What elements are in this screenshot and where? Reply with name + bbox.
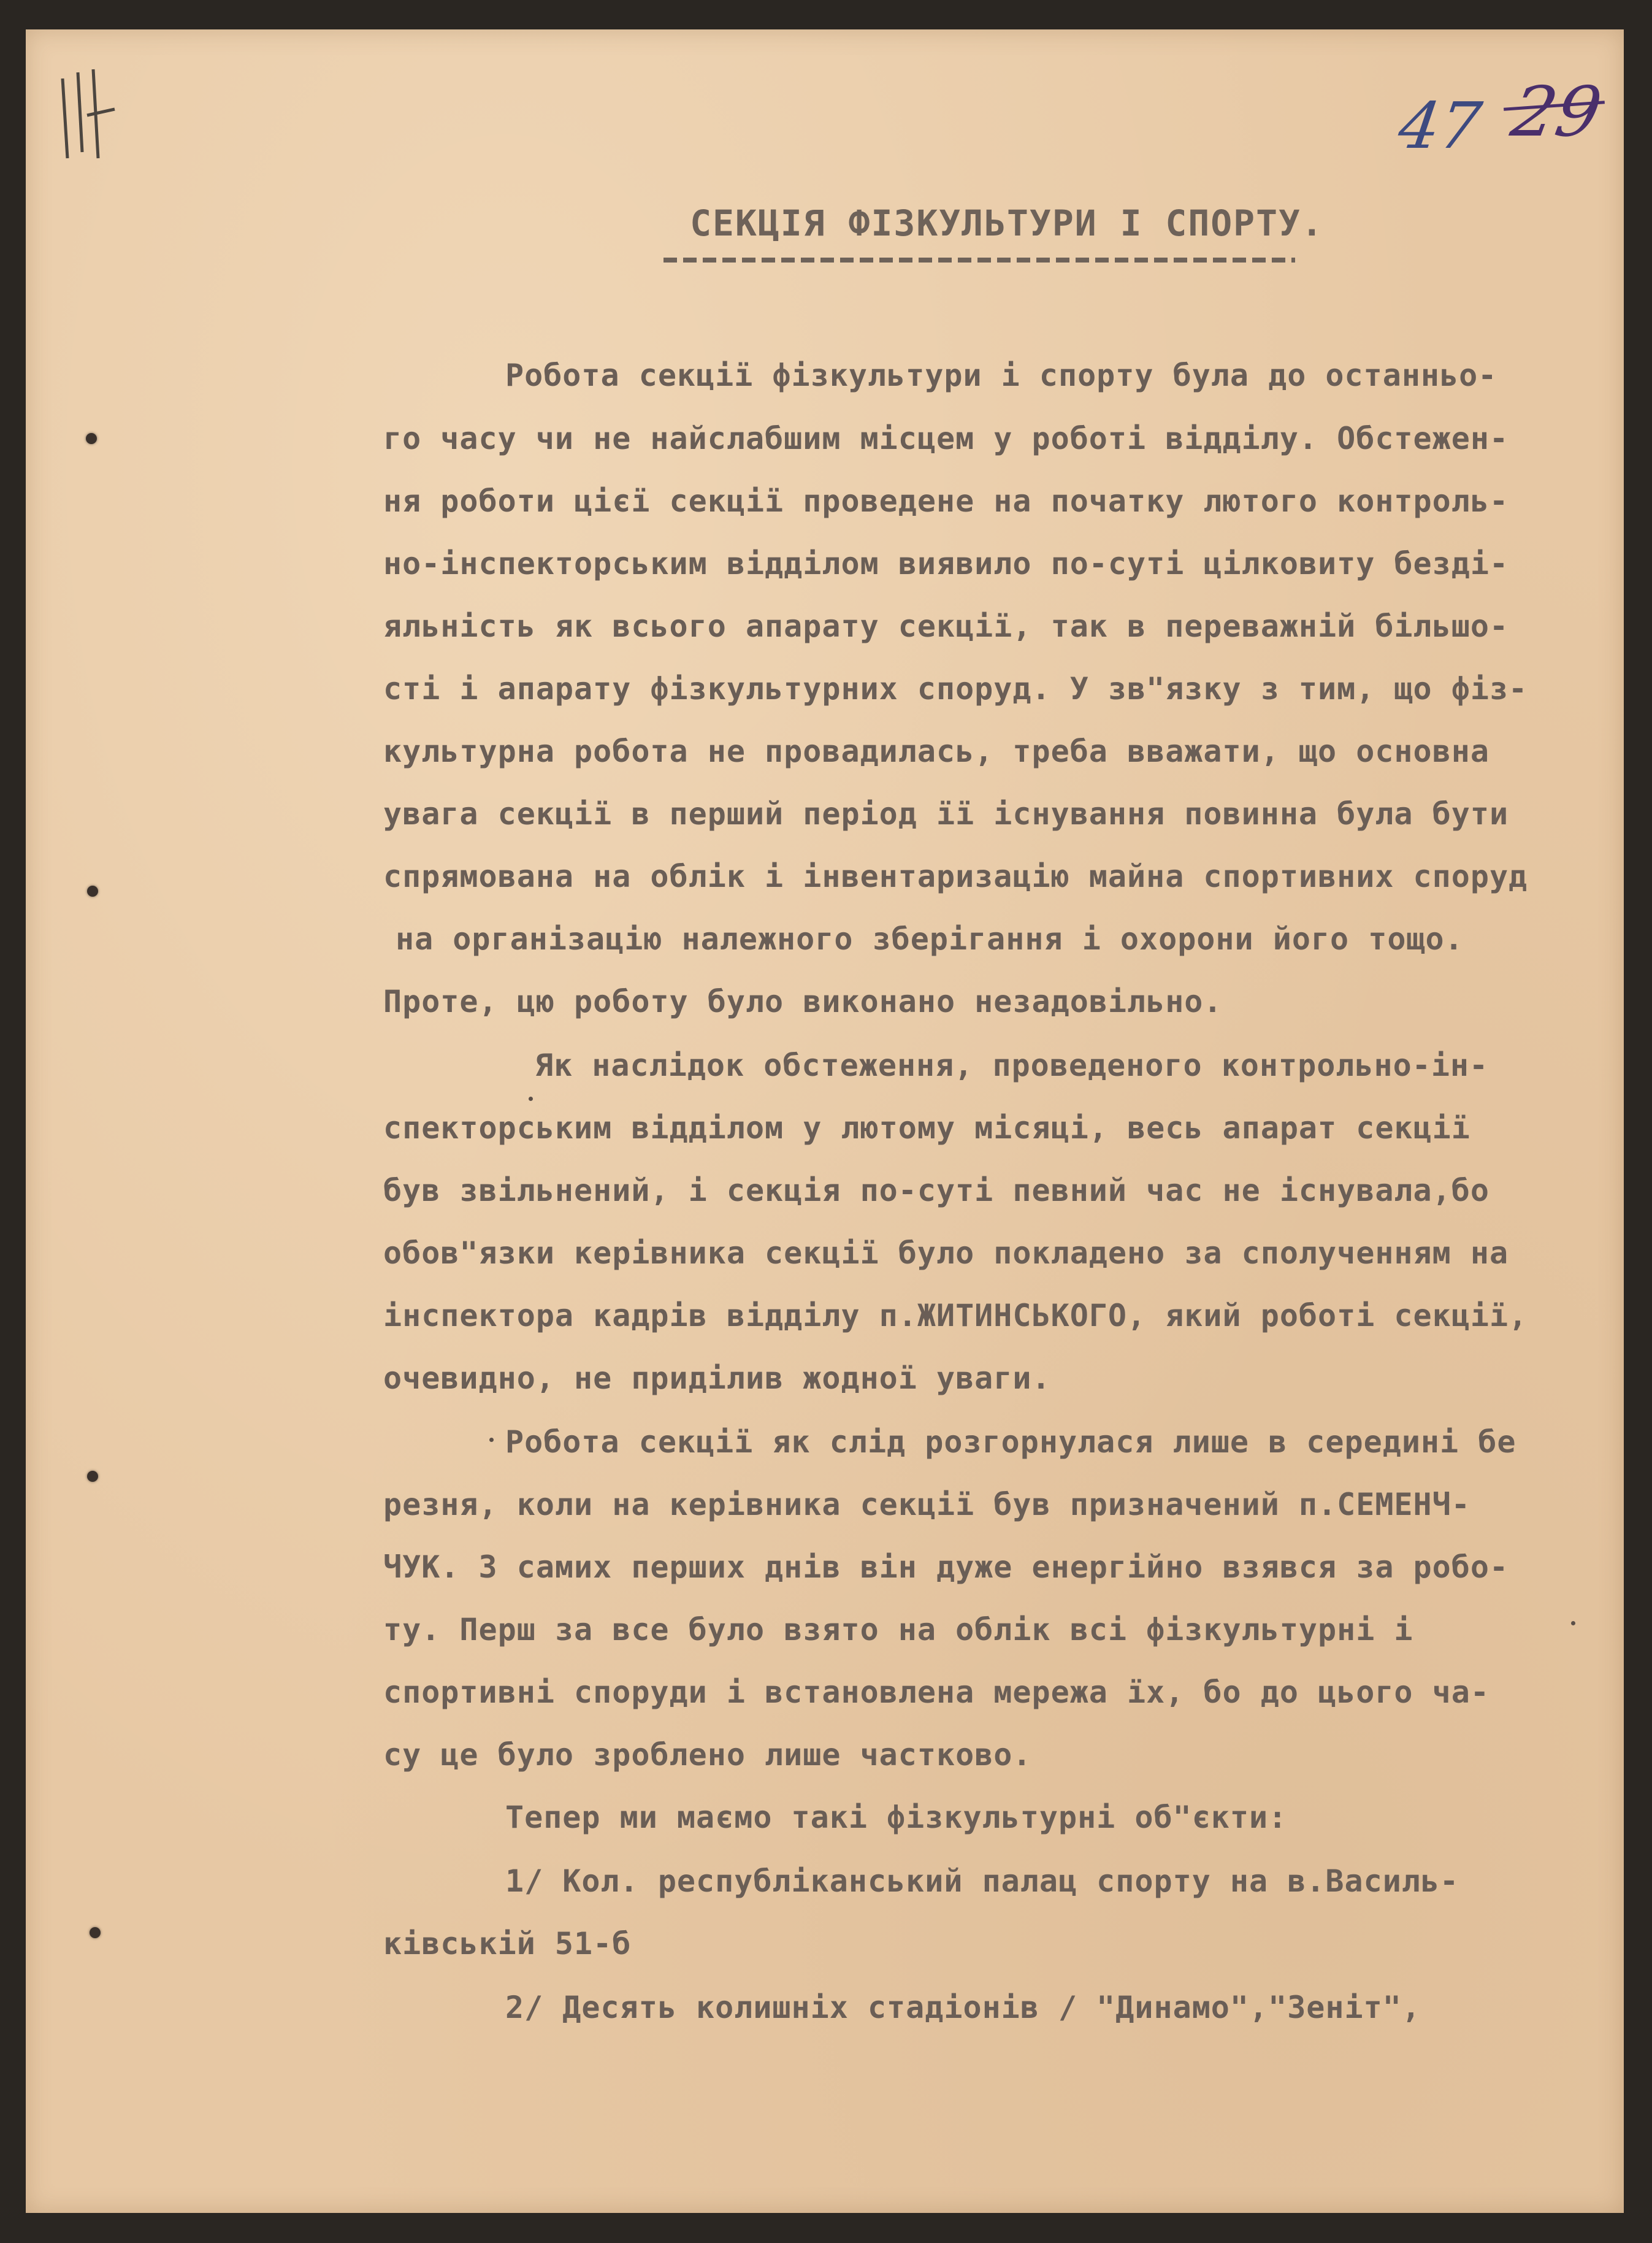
text-line: Робота секції фізкультури і спорту була до останньо-	[505, 358, 1497, 393]
page-title: СЕКЦІЯ ФІЗКУЛЬТУРИ І СПОРТУ.	[690, 202, 1324, 244]
text-line: но-інспекторським відділом виявило по-суті цілковиту безді-	[383, 546, 1509, 581]
text-line: культурна робота не провадилась, треба вважати, що основна	[383, 734, 1489, 769]
text-line: на організацію належного зберігання і охорони його тощо.	[396, 921, 1464, 957]
text-line: яльність як всього апарату секції, так в переважній більшо-	[383, 608, 1509, 644]
text-line: ЧУК. З самих перших днів він дуже енергійно взявся за робо-	[383, 1549, 1509, 1585]
text-line: увага секції в перший період її існування повинна була бути	[383, 796, 1509, 832]
text-line: го часу чи не найслабшим місцем у роботі відділу. Обстежен-	[383, 421, 1509, 456]
binding-hole	[86, 433, 97, 444]
text-line: сті і апарату фізкультурних споруд. У зв"язку з тим, що фіз-	[383, 671, 1528, 707]
text-line: спрямована на облік і інвентаризацію майна спортивних споруд	[383, 859, 1528, 894]
handwritten-corner-mark	[50, 66, 124, 171]
text-line: інспектора кадрів відділу п.ЖИТИНСЬКОГО, який роботі секції,	[383, 1298, 1528, 1333]
text-line: Робота секції як слід розгорнулася лише в середині бе	[505, 1424, 1516, 1460]
archive-page-number	[1394, 66, 1620, 189]
text-line: резня, коли на керівника секції був призначений п.СЕМЕНЧ-	[383, 1487, 1470, 1522]
text-line: Тепер ми маємо такі фізкультурні об"єкти:	[505, 1800, 1288, 1835]
binding-hole	[90, 1927, 101, 1938]
text-line: спекторським відділом у лютому місяці, весь апарат секції	[383, 1110, 1470, 1146]
text-line: спортивні споруди і встановлена мережа їх, бо до цього ча-	[383, 1674, 1489, 1710]
text-line: обов"язки керівника секції було покладено за сполученням на	[383, 1235, 1509, 1271]
binding-hole	[87, 1471, 98, 1482]
text-line: ківській 51-б	[383, 1926, 632, 1961]
archive-number-new: 29	[1505, 72, 1607, 152]
ink-speck	[529, 1097, 533, 1101]
text-line: 1/ Кол. республіканський палац спорту на в.Василь-	[505, 1863, 1459, 1899]
text-line: су це було зроблено лише частково.	[383, 1737, 1032, 1773]
text-line: Як наслідок обстеження, проведеного контрольно-ін-	[535, 1048, 1489, 1083]
text-line: ня роботи цієї секції проведене на початку лютого контроль-	[383, 483, 1509, 519]
document-page	[26, 29, 1624, 2213]
ink-speck	[489, 1438, 494, 1442]
text-line: був звільнений, і секція по-суті певний час не існувала,бо	[383, 1173, 1489, 1208]
text-line: очевидно, не приділив жодної уваги.	[383, 1360, 1051, 1396]
title-underline	[663, 258, 1295, 263]
archive-number-old: 47	[1394, 88, 1486, 163]
binding-hole	[87, 886, 98, 897]
text-line: ту. Перш за все було взято на облік всі фізкультурні і	[383, 1612, 1413, 1647]
ink-speck	[1571, 1621, 1575, 1625]
text-line: 2/ Десять колишніх стадіонів / "Динамо","Зеніт",	[505, 1990, 1421, 2025]
text-line: Проте, цю роботу було виконано незадовільно.	[383, 984, 1223, 1019]
